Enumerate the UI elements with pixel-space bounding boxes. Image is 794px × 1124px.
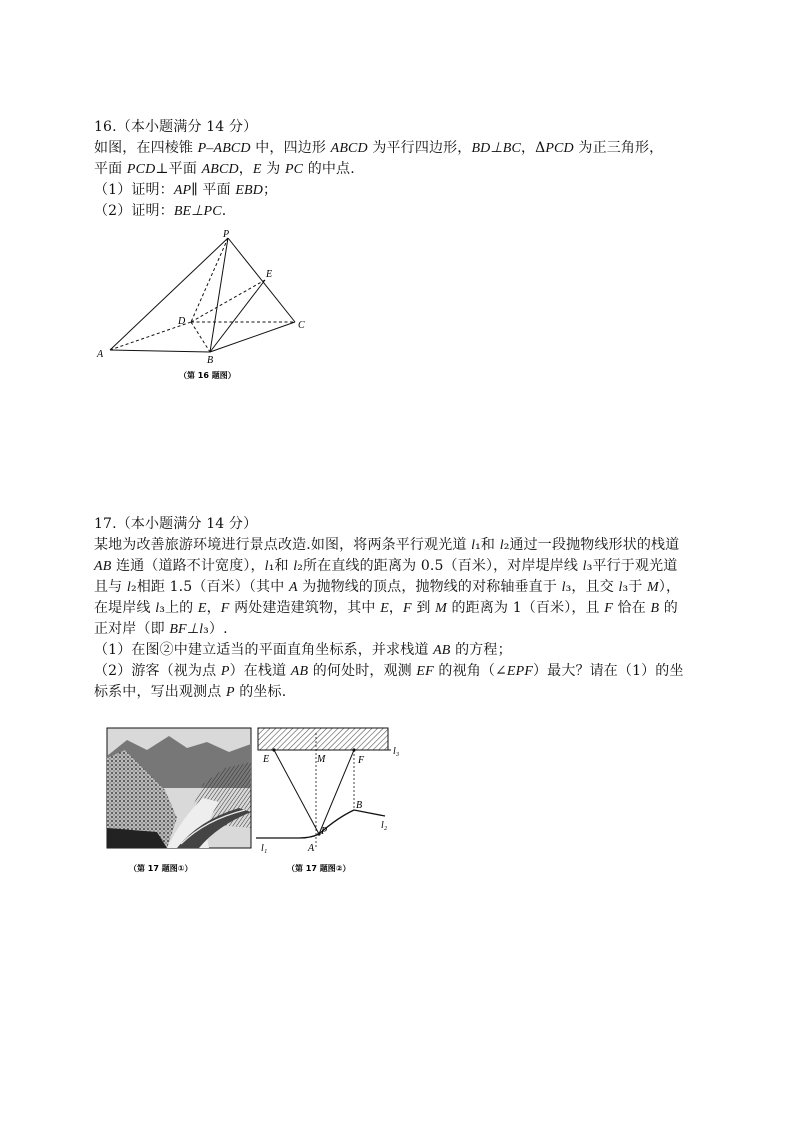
math-symbol: EF: [416, 664, 434, 679]
edge-DB: [191, 322, 210, 352]
text-run: 的中点.: [303, 161, 355, 177]
edge-PB: [210, 238, 228, 352]
q17-part-2-cont: [94, 682, 286, 703]
label-l3: l₃: [393, 746, 400, 757]
text-run: 的何处时，观测: [308, 663, 417, 679]
math-symbol: A: [288, 580, 298, 595]
math-symbol: l: [264, 559, 269, 574]
text-run: 恰在: [612, 600, 651, 616]
q16-figure-caption: （第 16 题图）: [179, 371, 236, 380]
text-run: 为正三角形，: [573, 140, 664, 156]
text-run: 的: [659, 600, 678, 616]
text-run: 某地为改善旅游环境进行景点改造.如图，将两条平行观光道: [94, 537, 472, 553]
text-run: ，: [206, 600, 221, 616]
math-symbol: E: [252, 162, 262, 177]
label-A: A: [97, 349, 104, 360]
math-symbol: M: [435, 601, 447, 616]
text-run: ）在栈道: [229, 663, 291, 679]
label-l1: l₁: [261, 843, 268, 854]
math-symbol: l: [293, 559, 298, 574]
edge-AB: [110, 350, 210, 352]
point-F: [352, 748, 355, 751]
q16-part-1: [94, 180, 277, 201]
math-symbol: l: [471, 538, 476, 553]
text-run: 标系中，写出观测点: [94, 684, 226, 700]
text-run: 中，四边形: [250, 140, 331, 156]
label-B: B: [207, 355, 214, 366]
text-run: 正对岸（即: [94, 621, 170, 637]
math-symbol: E: [380, 601, 389, 616]
label-C: C: [298, 320, 305, 331]
edge-PC: [228, 238, 295, 322]
math-symbol: B: [650, 601, 660, 616]
text-run: 且与: [94, 579, 127, 595]
label-E: E: [266, 269, 273, 280]
text-run: ）最大？请在（1）的坐: [533, 663, 684, 679]
text-run: ₂: [503, 537, 510, 553]
label-M: M: [317, 754, 326, 765]
text-run: 为: [261, 161, 285, 177]
text-run: ）.: [208, 621, 228, 637]
text-run: 所在直线的距离为 0.5（百米），对岸堤岸线: [303, 558, 583, 574]
q16-stem-line: [94, 159, 355, 180]
text-run: ₂: [297, 558, 304, 574]
text-run: 于: [628, 579, 648, 595]
text-run: 和: [480, 537, 500, 553]
q17-stem-line: [94, 535, 679, 556]
text-run: ∥ 平面: [191, 182, 236, 198]
label-E: E: [263, 754, 270, 765]
text-run: .: [221, 203, 227, 219]
math-symbol: M: [647, 580, 659, 595]
text-run: （1）在图②中建立适当的平面直角坐标系，并求栈道: [94, 642, 434, 658]
text-run: ₃: [622, 579, 629, 595]
text-run: 平面: [94, 161, 127, 177]
q17-photo-figure: [107, 728, 253, 878]
text-run: 平行于观光道: [592, 558, 678, 574]
math-symbol: AB: [433, 643, 451, 658]
text-run: ₂: [130, 579, 137, 595]
text-run: 和: [274, 558, 294, 574]
q17-figure2-caption: （第 17 题图②）: [287, 864, 351, 873]
math-symbol: l: [499, 538, 504, 553]
q17-part-2: [94, 661, 684, 682]
edge-BC: [210, 322, 295, 352]
math-symbol: AB: [290, 664, 309, 679]
math-symbol: PC: [284, 162, 304, 177]
q17-part-1: [94, 640, 512, 661]
math-symbol: BD⊥BC: [471, 141, 521, 156]
edge-BE: [210, 280, 265, 352]
text-run: （1）证明：: [94, 182, 174, 198]
text-run: ₃: [159, 600, 166, 616]
text-run: ₁: [475, 537, 481, 553]
text-run: ，: [388, 600, 404, 616]
text-run: ，且交: [571, 579, 619, 595]
text-run: ），: [658, 579, 681, 595]
math-symbol: P: [225, 685, 235, 700]
math-symbol: PCD: [545, 141, 574, 156]
q17-stem-line: [94, 619, 228, 640]
text-run: ₃: [203, 621, 209, 637]
edge-PA: [110, 238, 228, 350]
q16-part-2: [94, 201, 226, 222]
q17-figure1-caption: （第 17 题图①）: [129, 864, 193, 873]
edge-DE: [191, 280, 265, 322]
text-run: 到: [411, 600, 436, 616]
math-symbol: P–ABCD: [197, 141, 251, 156]
math-symbol: ABCD: [201, 162, 239, 177]
math-symbol: EPF: [506, 664, 534, 679]
math-symbol: AP: [173, 183, 192, 198]
math-symbol: l: [126, 580, 131, 595]
text-run: ₁: [268, 558, 275, 574]
q16-pyramid-figure: [90, 225, 320, 390]
text-run: ₃: [565, 579, 572, 595]
point-E: [272, 748, 275, 751]
text-run: 为平行四边形，: [367, 140, 472, 156]
label-B: B: [356, 800, 363, 811]
text-run: 通过一段抛物线形状的栈道: [509, 537, 680, 553]
text-run: 如图，在四棱锥: [94, 140, 198, 156]
math-symbol: BF⊥l: [169, 622, 204, 637]
text-run: 的方程；: [450, 642, 512, 658]
text-run: ，Δ: [520, 140, 546, 156]
math-symbol: BE⊥PC: [173, 204, 222, 219]
label-A: A: [308, 843, 315, 854]
math-symbol: ABCD: [330, 141, 368, 156]
q17-stem-line: [94, 577, 680, 598]
math-symbol: l: [155, 601, 160, 616]
text-run: 的视角（∠: [433, 663, 507, 679]
label-l2: l₂: [381, 820, 388, 831]
q17-diagram-figure: [253, 728, 413, 878]
text-run: 连通（道路不计宽度），: [111, 558, 265, 574]
text-run: 的坐标.: [234, 684, 287, 700]
math-symbol: F: [220, 601, 230, 616]
math-symbol: P: [220, 664, 230, 679]
label-D: D: [178, 316, 186, 327]
math-symbol: l: [618, 580, 623, 595]
math-symbol: AB: [94, 559, 112, 574]
text-run: 在堤岸线: [94, 600, 156, 616]
label-P: P: [223, 229, 230, 240]
text-run: ；: [263, 182, 278, 198]
edge-PD: [191, 238, 228, 322]
text-run: （2）证明：: [94, 203, 174, 219]
text-run: （2）游客（视为点: [94, 663, 221, 679]
math-symbol: F: [403, 601, 412, 616]
text-run: 为抛物线的顶点，抛物线的对称轴垂直于: [297, 579, 562, 595]
math-symbol: E: [197, 601, 207, 616]
label-F: F: [358, 755, 365, 766]
text-run: 两处建造建筑物，其中: [229, 600, 381, 616]
math-symbol: l: [582, 559, 587, 574]
q17-stem-line: [94, 556, 677, 577]
math-symbol: EBD: [235, 183, 264, 198]
math-symbol: PCD: [126, 162, 156, 177]
text-run: 上的: [165, 600, 198, 616]
math-symbol: F: [604, 601, 613, 616]
q17-stem-line: [94, 598, 678, 619]
q16-header: 16.（本小题满分 14 分）: [94, 119, 258, 135]
label-P: P: [321, 826, 328, 837]
segment-PE: [274, 750, 319, 834]
text-run: 相距 1.5（百米）（其中: [136, 579, 289, 595]
text-run: ₃: [586, 558, 593, 574]
text-run: 的距离为 1（百米），且: [446, 600, 605, 616]
q16-stem-line: [94, 138, 663, 159]
math-symbol: l: [561, 580, 566, 595]
bank-l3: [258, 728, 388, 750]
text-run: ⊥平面: [155, 161, 202, 177]
q17-header: 17.（本小题满分 14 分）: [94, 516, 258, 532]
text-run: ，: [238, 161, 253, 177]
